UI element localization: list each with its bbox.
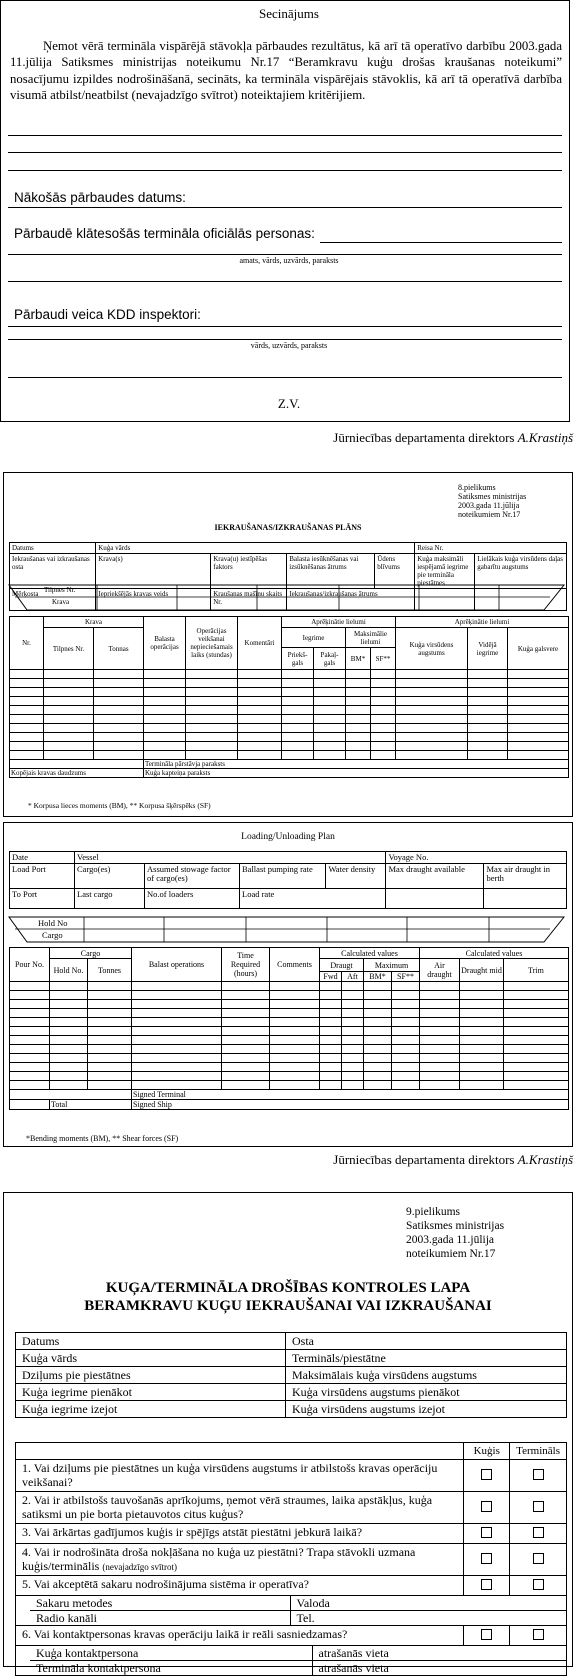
appendix-9 <box>406 1205 504 1261</box>
table-row[interactable] <box>10 688 569 697</box>
field-stowage[interactable]: Assumed stowage factor of cargo(es) <box>145 864 240 889</box>
ship-checkbox-3[interactable] <box>481 1527 492 1538</box>
field-departure-air-draught[interactable]: Kuģa virsūdens augstums izejot <box>286 1401 567 1418</box>
col-sf: SF** <box>371 648 396 670</box>
col-calc2: Aprēķinātie lielumi <box>396 617 569 628</box>
col-bm: BM* <box>364 972 392 982</box>
blank-line <box>8 207 562 208</box>
appendix-line: 2003.gada 11.jūlija <box>458 501 520 510</box>
field-water-density[interactable]: Ūdens blīvums <box>375 554 415 589</box>
col-calc: Aprēķinātie lielumi <box>282 617 396 628</box>
table-row[interactable] <box>10 991 569 1000</box>
field-vessel-name[interactable]: Kuģa vārds <box>16 1350 286 1367</box>
terminal-signature-lv[interactable]: Termināla pārstāvja paraksts <box>144 760 569 769</box>
col-fwd: Priekš-gals <box>282 648 314 670</box>
appendix-line: 2003.gada 11.jūlija <box>406 1234 495 1246</box>
field-max-draught[interactable]: Kuģa maksimāli iespējamā iegrime pie termināla piestātnes <box>415 554 475 589</box>
terminal-checkbox-1[interactable] <box>533 1469 544 1480</box>
plan-title-en: Loading/Unloading Plan <box>241 832 335 842</box>
appendix-line: noteikumiem Nr.17 <box>458 510 521 519</box>
col-nr: Nr. <box>10 617 44 670</box>
blank-line <box>8 377 562 378</box>
blank-line <box>8 170 562 171</box>
blank-line <box>8 254 562 255</box>
field-air-draught[interactable]: Lielākais kuģa virsūdens daļas gabarītu augstums <box>475 554 567 589</box>
field-date[interactable]: Datums <box>10 543 96 554</box>
field-ship-contact[interactable]: Kuģa kontaktpersona <box>30 1646 312 1661</box>
table-row[interactable] <box>10 670 569 679</box>
table-row[interactable] <box>10 1081 569 1090</box>
field-arrival-draught[interactable]: Kuģa iegrime pienākot <box>16 1384 286 1401</box>
col-draught: Draugt <box>320 959 364 972</box>
question-1: 1. Vai dziļums pie piestātnes un kuģa virsūdens augstums ir atbilstošs kravas operāciju veikšanai? <box>16 1460 464 1492</box>
col-time: Operācijas veikšanai nepieciešamais laiks (stundas) <box>186 617 238 670</box>
table-row[interactable] <box>10 1063 569 1072</box>
field-language[interactable]: Valoda <box>290 1596 566 1611</box>
table-row[interactable] <box>10 1018 569 1027</box>
col-comments: Komentāri <box>238 617 282 670</box>
appendix-line: 9.pielikums <box>406 1206 460 1218</box>
col-terminal: Termināls <box>510 1443 567 1460</box>
ship-checkbox-2[interactable] <box>481 1501 492 1512</box>
blank-line <box>8 281 562 282</box>
field-load-port[interactable]: Load Port <box>10 864 75 889</box>
communication-table <box>30 1596 566 1625</box>
table-row[interactable] <box>10 982 569 991</box>
footnote-en: *Bending moments (BM), ** Shear forces (SF) <box>26 1134 179 1143</box>
table-row[interactable] <box>10 1027 569 1036</box>
seal-placeholder: Z.V. <box>277 396 301 411</box>
col-aft: Pakaļ-gals <box>314 648 346 670</box>
col-aft: Aft <box>342 972 364 982</box>
field-terminal-contact[interactable]: Termināla kontaktpersona <box>36 1661 161 1675</box>
conclusion-title: Secinājums <box>259 6 319 21</box>
blank-line <box>8 135 562 136</box>
col-ballast: Balasta operācijas <box>144 617 186 670</box>
field-load-rate[interactable]: Iekraušanas/izkraušanas ātrums <box>287 589 415 611</box>
field-date[interactable]: Datums <box>16 1333 286 1350</box>
appendix-line: noteikumiem Nr.17 <box>406 1248 496 1260</box>
footnote-lv: * Korpusa lieces moments (BM), ** Korpusa šķērspēks (SF) <box>28 801 211 810</box>
col-draught: Iegrime <box>282 628 346 648</box>
pour-table-lv <box>9 616 569 778</box>
pour-table-en <box>9 947 569 1110</box>
next-inspection-label: Nākošās pārbaudes datums: <box>14 190 186 205</box>
col-trim: Trim <box>504 959 569 982</box>
appendix-line: 8.pielikums <box>458 483 496 492</box>
col-comments: Comments <box>270 948 320 982</box>
table-row[interactable] <box>10 1072 569 1081</box>
col-max: Maximum <box>364 959 420 972</box>
checklist-title-line1: KUĢA/TERMINĀLA DROŠĪBAS KONTROLES LAPA <box>105 1280 471 1296</box>
question-4-note: (nevajadzīgo svītrot) <box>102 1562 178 1572</box>
col-hold: Hold No. <box>50 959 88 982</box>
col-ballast: Balast operations <box>132 948 222 982</box>
hold-no-label-lv: Tilpnes Nr. <box>44 586 76 594</box>
col-calc2: Calculated values <box>420 948 569 959</box>
col-air-draught: Air draught <box>420 959 460 982</box>
appendix-line: Satiksmes ministrijas <box>458 492 527 501</box>
table-row[interactable] <box>10 1054 569 1063</box>
terminal-checkbox-5[interactable] <box>533 1579 544 1590</box>
field-phone[interactable]: Tel. <box>290 1611 566 1626</box>
checklist-table <box>15 1442 567 1676</box>
question-4 <box>16 1544 464 1576</box>
table-row[interactable] <box>10 1036 569 1045</box>
ship-checkbox-5[interactable] <box>481 1579 492 1590</box>
director-name: A.Krastiņš <box>517 1152 573 1167</box>
director-title: Jūrniecības departamenta direktors <box>333 1152 515 1167</box>
field-last-cargo[interactable]: Iepriekšējās kravas veids <box>96 589 211 611</box>
table-row[interactable] <box>10 679 569 688</box>
ship-checkbox-4[interactable] <box>481 1553 492 1564</box>
ship-outline-en <box>9 917 569 943</box>
ship-checkbox-6[interactable] <box>481 1629 492 1640</box>
terminal-checkbox-4[interactable] <box>533 1553 544 1564</box>
conclusion-section <box>0 0 570 422</box>
field-voyage[interactable]: Voyage No. <box>386 852 567 864</box>
field-cargo[interactable]: Krava(s) <box>96 554 211 589</box>
col-trim: Kuģa galsvere <box>508 628 569 670</box>
field-arrival-air-draught[interactable]: Kuģa virsūdens augstums pienākot <box>286 1384 567 1401</box>
field-voyage[interactable]: Reisa Nr. <box>415 543 567 554</box>
appendix-line: Satiksmes ministrijas <box>406 1220 505 1232</box>
inspectors-caption: vārds, uzvārds, paraksts <box>250 341 328 350</box>
col-bm: BM* <box>346 648 371 670</box>
cargo-label-lv: Krava <box>52 598 70 606</box>
blank-line <box>8 152 562 153</box>
captain-signature-lv[interactable]: Kuģa kapteiņa paraksts <box>144 769 569 778</box>
contacts-table <box>30 1646 566 1675</box>
col-mid: Draught mid <box>460 959 504 982</box>
field-load-rate[interactable]: Load rate <box>240 889 386 909</box>
blank-line <box>8 339 562 340</box>
officials-caption: amats, vārds, uzvārds, paraksts <box>239 256 339 265</box>
field-air-draught[interactable]: Max air draught in berth <box>484 864 567 889</box>
director-signature-2 <box>333 1152 573 1168</box>
terminal-checkbox-6[interactable] <box>533 1629 544 1640</box>
col-tonnes: Tonnas <box>94 628 144 670</box>
field-empty <box>484 889 567 909</box>
signature-line[interactable] <box>320 242 562 243</box>
director-name: A.Krastiņš <box>517 430 573 445</box>
director-title: Jūrniecības departamenta direktors <box>333 430 515 445</box>
field-water-density[interactable]: Water density <box>326 864 386 889</box>
field-port[interactable]: Osta <box>286 1333 567 1350</box>
blank-line <box>8 326 562 327</box>
field-cargoes[interactable]: Cargo(es) <box>75 864 145 889</box>
terminal-officials-label: Pārbaudē klātesošās termināla oficiālās personas: <box>14 226 315 241</box>
inspectors-label: Pārbaudi veica KDD inspektori: <box>14 307 201 322</box>
question-6: 6. Vai kontaktpersonas kravas operāciju laikā ir reāli sasniedzamas? <box>16 1626 464 1646</box>
vessel-info-table <box>15 1332 567 1418</box>
table-row[interactable] <box>10 1009 569 1018</box>
table-row[interactable] <box>10 733 569 742</box>
cargo-label-en: Cargo <box>42 930 63 940</box>
question-2: 2. Vai ir atbilstošs tauvošanās aprīkojums, ņemot vērā straumes, laika apstākļus, kuģa satiksmi un pie borta pietauvotos citus kuģus? <box>16 1492 464 1524</box>
field-stowage[interactable]: Krava(u) iestīpēšas faktors <box>211 554 287 589</box>
field-depth[interactable]: Dziļums pie piestātnes <box>16 1367 286 1384</box>
field-loaders[interactable]: Kraušanas mašīnu skaits Nr. <box>211 589 287 611</box>
table-row[interactable] <box>10 751 569 760</box>
checklist-section <box>3 1192 573 1675</box>
hold-no-label-en: Hold No <box>38 918 68 928</box>
field-vessel[interactable]: Vessel <box>75 852 386 864</box>
field-radio-channels[interactable]: Radio kanāli <box>36 1611 97 1625</box>
col-ship: Kuģis <box>464 1443 510 1460</box>
total-quantity-lv: Kopējais kravas daudzums <box>10 769 144 778</box>
field-to-port[interactable]: To Port <box>10 889 75 909</box>
field-dest-port[interactable]: Mērķosta <box>10 589 96 611</box>
question-4-text: 4. Vai ir nodrošināta droša nokļāšana no kuģa uz piestātni? Trapa stāvokli uzmana kuģis/terminālis <box>22 1545 416 1573</box>
table-row[interactable] <box>10 715 569 724</box>
plan-title-lv: IEKRAUŠANAS/IZKRAUŠANAS PLĀNS <box>214 523 362 532</box>
field-ship-contact-location[interactable]: atrašanās vieta <box>312 1646 566 1661</box>
checklist-title <box>4 1279 572 1315</box>
checklist-title-line2: BERAMKRAVU KUĢU IEKRAUŠANAI VAI IZKRAUŠANAI <box>84 1298 492 1314</box>
field-max-air-draught[interactable]: Maksimālais kuģa virsūdens augstums <box>286 1367 567 1384</box>
table-row[interactable] <box>10 742 569 751</box>
plan-header-table-en <box>9 851 567 909</box>
question-3: 3. Vai ārkārtas gadījumos kuģis ir spējīgs atstāt piestātni jebkurā laikā? <box>16 1524 464 1544</box>
terminal-checkbox-3[interactable] <box>533 1527 544 1538</box>
table-row[interactable] <box>10 697 569 706</box>
table-row[interactable] <box>10 1000 569 1009</box>
col-time: Time Required (hours) <box>222 948 270 982</box>
col-cargo: Krava <box>44 617 144 628</box>
field-loaders[interactable]: No.of loaders <box>145 889 240 909</box>
table-row[interactable] <box>10 1045 569 1054</box>
field-port[interactable]: Iekraušanas vai izkraušanas osta <box>10 554 96 589</box>
ship-checkbox-1[interactable] <box>481 1469 492 1480</box>
col-air-draught: Kuģa virsūdens augstums <box>396 628 468 670</box>
ship-outline-lv <box>9 585 569 611</box>
col-pour: Pour No. <box>10 948 50 982</box>
col-calc: Calculated values <box>320 948 420 959</box>
question-5: 5. Vai akceptētā sakaru nodrošinājuma sistēma ir operatīva? <box>16 1576 464 1596</box>
col-fwd: Fwd <box>320 972 342 982</box>
terminal-signature-en[interactable]: Signed Terminal <box>132 1090 569 1100</box>
field-last-cargo[interactable]: Last cargo <box>75 889 145 909</box>
appendix-8 <box>458 483 526 519</box>
field-terminal[interactable]: Termināls/piestātne <box>286 1350 567 1367</box>
field-ballast-rate[interactable]: Balasta iesūknēšanas vai izsūknēšanas ātrums <box>287 554 375 589</box>
col-hold: Tilpnes Nr. <box>44 628 94 670</box>
table-row[interactable] <box>10 706 569 715</box>
field-date[interactable]: Date <box>10 852 75 864</box>
table-row[interactable] <box>10 724 569 733</box>
field-departure-draught[interactable]: Kuģa iegrime izejot <box>16 1401 286 1418</box>
ship-signature-en[interactable]: Signed Ship <box>132 1100 569 1110</box>
english-plan-section <box>3 822 573 1147</box>
col-mid: Vidējā iegrime <box>468 628 508 670</box>
latvian-plan-section <box>3 472 573 817</box>
field-vessel[interactable]: Kuģa vārds <box>96 543 415 554</box>
field-comm-methods[interactable]: Sakaru metodes <box>30 1596 290 1611</box>
col-cargo: Cargo <box>50 948 132 959</box>
field-terminal-contact-location[interactable]: atrašanās vieta <box>312 1661 566 1676</box>
conclusion-paragraph: Ņemot vērā termināla vispārējā stāvokļa pārbaudes rezultātus, kā arī tā operatīvo darbību 2003.gada 11.jūlija Satiksmes ministrijas noteikumu Nr.17 “Beramkravu kuģu drošas kraušanas noteikumi” nosacījumu izpildes nodrošināšanā, secināts, ka termināla vispārējais stāvoklis, kā arī tā operatīvā darbība visumā atbilst/neatbilst (nevajadzīgo svītrot) noteiktajiem kritērijiem. <box>10 39 562 102</box>
col-tonnes: Tonnes <box>88 959 132 982</box>
col-sf: SF** <box>392 972 420 982</box>
field-max-draught[interactable]: Max draught available <box>386 864 484 889</box>
total-en: Total <box>50 1100 132 1110</box>
director-signature <box>333 430 573 446</box>
col-max: Maksimālie lielumi <box>346 628 396 648</box>
terminal-checkbox-2[interactable] <box>533 1501 544 1512</box>
field-empty <box>386 889 484 909</box>
field-ballast-rate[interactable]: Ballast pumping rate <box>240 864 326 889</box>
